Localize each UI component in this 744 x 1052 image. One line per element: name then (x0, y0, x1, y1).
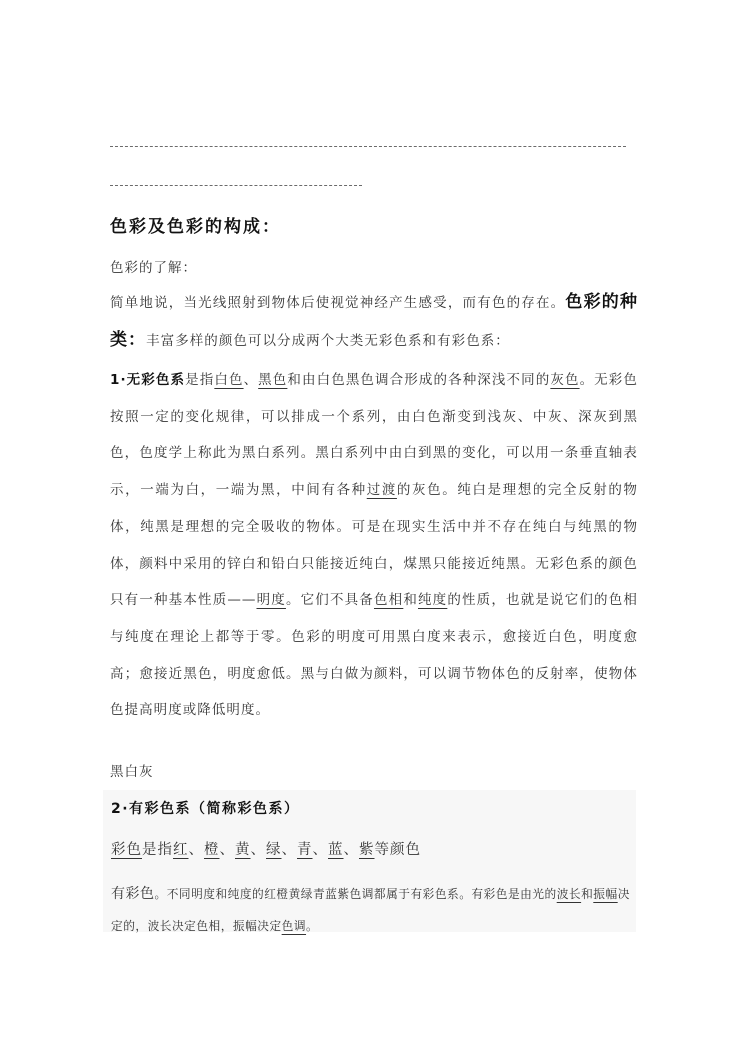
caption: 黑白灰 (110, 764, 154, 780)
term-color: 绿 (266, 842, 282, 858)
text: 。无彩色按照一定的变化规律，可以排成一个系列，由白色渐变到浅灰、中灰、深灰到黑色，色度学上称此为黑白系列。黑白系列中由白到黑的变化，可以用一条垂直轴表示，一端为白，一端为黑，中间有各种 (110, 372, 638, 499)
achromatic-title: 无彩色系 (126, 372, 186, 388)
term-color: 黄 (235, 842, 251, 858)
separator: 、 (343, 842, 359, 858)
intro-paragraph (110, 284, 638, 359)
separator: 、 (312, 842, 328, 858)
chromatic-title: 2·有彩色系（简称彩色系） (111, 801, 300, 817)
text: 。 (306, 919, 319, 933)
section-heading: 色彩及色彩的构成： (110, 217, 281, 237)
text: 是指 (142, 842, 173, 858)
text: 和 (403, 592, 418, 609)
text: 、 (243, 372, 259, 388)
term-chromatic: 彩色 (111, 842, 142, 858)
text: 和 (581, 887, 594, 901)
section-number: 1· (110, 372, 127, 388)
term-color: 青 (297, 842, 313, 858)
term-hue: 色相 (373, 592, 404, 609)
term-tone: 色调 (281, 919, 307, 933)
term-color: 紫 (359, 842, 375, 858)
chromatic-description (111, 878, 631, 942)
text: 等颜色 (374, 842, 421, 858)
text: 的性质，也就是说它们的色相与纯度在理论上都等于零。色彩的明度可用黑白度来表示，愈接近白色，明度愈高；愈接近黑色，明度愈低。黑与白做为颜料，可以调节物体色的反射率，使物体色提高明度或降低明度。 (110, 592, 638, 719)
dashed-separator-line (110, 185, 362, 186)
term-amplitude: 振幅 (593, 887, 618, 901)
dashed-separator-line (110, 146, 626, 147)
text: 和由白色黑色调合形成的各种深浅不同的 (287, 372, 551, 388)
text: 有彩色 (111, 886, 155, 902)
term-wavelength: 波长 (556, 887, 582, 901)
term-color: 橙 (204, 842, 220, 858)
term-lightness: 明度 (256, 592, 286, 609)
intro-text: 简单地说，当光线照射到物体后使视觉神经产生感受，而有色的存在。 (110, 295, 566, 311)
term-color: 红 (173, 842, 189, 858)
separator: 、 (281, 842, 297, 858)
chromatic-section (103, 790, 636, 932)
term-black: 黑色 (258, 372, 288, 388)
color-list (173, 842, 375, 858)
separator: 、 (188, 842, 204, 858)
subheading: 色彩的了解： (110, 260, 197, 276)
term-saturation: 纯度 (418, 592, 448, 609)
text: 。不同明度和纯度的红橙黄绿青蓝紫色调都属于有彩色系。有彩色是由光的 (154, 887, 557, 901)
text: 。它们不具备 (285, 592, 374, 609)
separator: 、 (250, 842, 266, 858)
color-types-label: 色彩的种类： (110, 292, 638, 350)
achromatic-paragraph (110, 362, 638, 729)
term-transition: 过渡 (366, 482, 397, 499)
term-color: 蓝 (328, 842, 344, 858)
separator: 、 (219, 842, 235, 858)
text: 的灰色。纯白是理想的完全反射的物体，纯黑是理想的完全吸收的物体。可是在现实生活中并不存在纯白与纯黑的物体，颜料中采用的锌白和铅白只能接近纯白，煤黑只能接近纯黑。无彩色系的颜色只有一种基本性质—— (110, 482, 638, 609)
text: 决定的，波长决定色相，振幅决定 (111, 887, 630, 933)
term-white: 白色 (214, 372, 244, 388)
text: 是指 (185, 372, 215, 388)
intro-text-2: 丰富多样的颜色可以分成两个大类无彩色系和有彩色系： (146, 332, 510, 349)
chromatic-colors-line (111, 838, 421, 859)
term-gray: 灰色 (550, 372, 580, 388)
